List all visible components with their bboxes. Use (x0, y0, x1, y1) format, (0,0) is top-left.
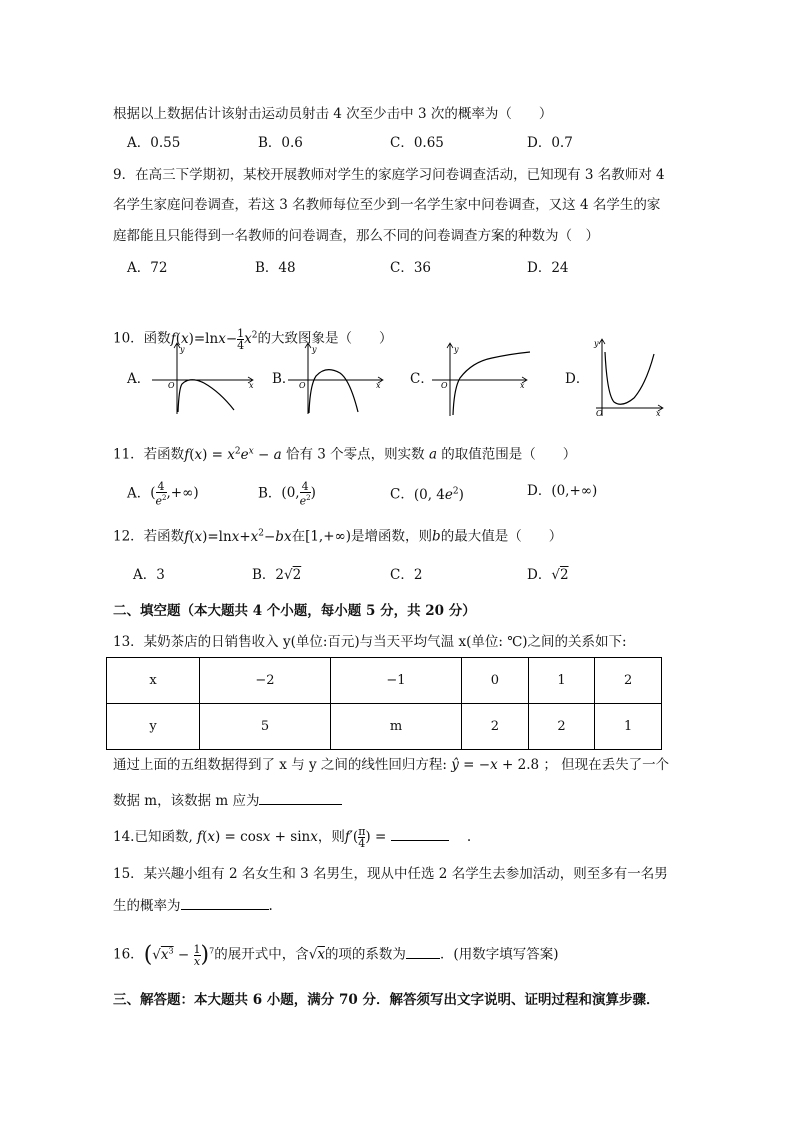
table-cell: x (107, 658, 200, 704)
svg-text:x: x (520, 381, 525, 390)
table-cell: m (331, 704, 462, 750)
q8-option-b: B．0.6 (258, 135, 303, 151)
q9-option-b: B．48 (255, 260, 296, 276)
q11-stem: 11．若函数$f(x) = x^2e^x - a$ 恰有 3 个零点，则实数 a 的取值范围是（ ） (113, 446, 577, 463)
q14-answer-blank[interactable] (391, 826, 449, 841)
q10-option-b: B． (272, 371, 296, 387)
section-2-title: 二、填空题（本大题共 4 个小题，每小题 5 分，共 20 分） (113, 603, 476, 619)
q11-option-b: B．(0, $\frac{4}{e^2}$ ) (258, 480, 316, 508)
q11-option-c: C．(0, $4e^2$) (390, 486, 464, 503)
q12-option-a: A．3 (133, 567, 165, 583)
q16-answer-blank[interactable] (406, 944, 440, 959)
q8-option-a: A．0.55 (127, 135, 181, 151)
svg-text:y: y (454, 345, 459, 354)
q8-option-d: D．0.7 (527, 135, 573, 151)
q8-option-c: C．0.65 (390, 135, 444, 151)
q12-function-formula: $f(x)=\ln x+x^2-bx$ (184, 528, 292, 545)
q10-function-formula: f(x)=lnx− $\frac{1}{4}$ $x^2$ (170, 326, 258, 352)
q10-graph-a (152, 340, 258, 416)
q9-option-d: D．24 (527, 260, 569, 276)
table-cell: −1 (331, 658, 462, 704)
q10-stem: 10．函数f(x)=lnx− $\frac{1}{4}$ $x^2$的大致图象是（ ） (113, 326, 393, 352)
q13-follow-line-2: 数据 m，该数据 m 应为 (113, 790, 342, 811)
q15-line-1: 15．某兴趣小组有 2 名女生和 3 名男生，现从中任选 2 名学生去参加活动，则至多有一名男 (113, 866, 668, 882)
q10-graph-d (590, 334, 668, 420)
q9-line-3: 庭都能且只能得到一名教师的问卷调查，那么不同的问卷调查方案的种数为（ ） (113, 228, 599, 244)
q11-option-d: D．(0,+∞) (527, 483, 598, 499)
q9-line-2: 名学生家庭问卷调查，若这 3 名教师每位至少到一名学生家中问卷调查，又这 4 名学生的家 (113, 197, 661, 213)
q15-line-2: 生的概率为 . (113, 895, 273, 916)
svg-text:y: y (594, 339, 599, 348)
svg-text:y: y (312, 345, 317, 354)
q14-function-formula: f(x) = cosx + sinx (197, 829, 318, 845)
q10-option-c: C． (410, 371, 434, 387)
q16-binomial-expression: ($√x^3$ − $\frac{1}{x}$ )$^7$ (143, 942, 215, 968)
q12-option-c: C．2 (390, 567, 423, 583)
q10-option-a: A． (127, 371, 151, 387)
q9-line-1: 9．在高三下学期初，某校开展教师对学生的家庭学习问卷调查活动，已知现有 3 名教师对 4 (113, 167, 665, 183)
section-3-title: 三、解答题：本大题共 6 小题，满分 70 分．解答须写出文字说明、证明过程和演算步骤． (113, 992, 660, 1008)
svg-text:x: x (249, 381, 254, 390)
q13-follow-line-1: 通过上面的五组数据得到了 x 与 y 之间的线性回归方程: ŷ = −x + 2.8 ； 但现在丢失了一个 (113, 757, 670, 773)
table-cell: y (107, 704, 200, 750)
table-cell: −2 (200, 658, 331, 704)
table-row (107, 658, 662, 704)
svg-text:x: x (656, 409, 661, 418)
q14-stem: 14.已知函数, f(x) = cosx + sinx，则f′( $\frac{\pi}{4}$ ) = . (113, 825, 472, 850)
q8-stem: 根据以上数据估计该射击运动员射击 4 次至少击中 3 次的概率为（ ） (113, 106, 553, 122)
q11-option-a: A．( $\frac{4}{e^2}$ ,+∞) (127, 480, 199, 508)
svg-text:O: O (441, 381, 448, 390)
q9-option-c: C．36 (390, 260, 432, 276)
q13-answer-blank[interactable] (259, 790, 342, 805)
q15-answer-blank[interactable] (181, 895, 269, 910)
q13-data-table (106, 657, 662, 750)
table-cell: 1 (595, 704, 662, 750)
table-cell: 2 (528, 704, 595, 750)
q12-option-b: B．2√2 (252, 567, 302, 583)
q11-function-formula: $f(x) = x^2e^x - a$ (184, 446, 282, 463)
svg-text:O: O (299, 381, 306, 390)
q10-option-d: D． (565, 371, 590, 387)
table-cell: 5 (200, 704, 331, 750)
q10-graph-c (432, 336, 532, 418)
table-cell: 2 (462, 704, 529, 750)
q10-graph-b (288, 340, 388, 416)
q13-regression-equation: ŷ = −x + 2.8 (451, 757, 544, 773)
table-cell: 1 (528, 658, 595, 704)
svg-text:O: O (168, 381, 175, 390)
q16-stem: 16．($√x^3$ − $\frac{1}{x}$ )$^7$的展开式中，含√x的项的系数为 ．(用数字填写答案) (113, 942, 559, 968)
svg-text:x: x (376, 381, 381, 390)
q9-option-a: A．72 (127, 260, 168, 276)
table-cell: 0 (462, 658, 529, 704)
q12-stem: 12．若函数$f(x)=\ln x+x^2-bx$在[1,+∞)是增函数，则b的最大值是（ ） (113, 528, 563, 545)
svg-text:O: O (596, 409, 603, 418)
table-row (107, 704, 662, 750)
table-cell: 2 (595, 658, 662, 704)
svg-text:y: y (180, 345, 185, 354)
q13-stem: 13．某奶茶店的日销售收入 y(单位:百元)与当天平均气温 x(单位: ℃)之间的关系如下: (113, 634, 627, 650)
q12-option-d: D．√2 (527, 567, 569, 583)
